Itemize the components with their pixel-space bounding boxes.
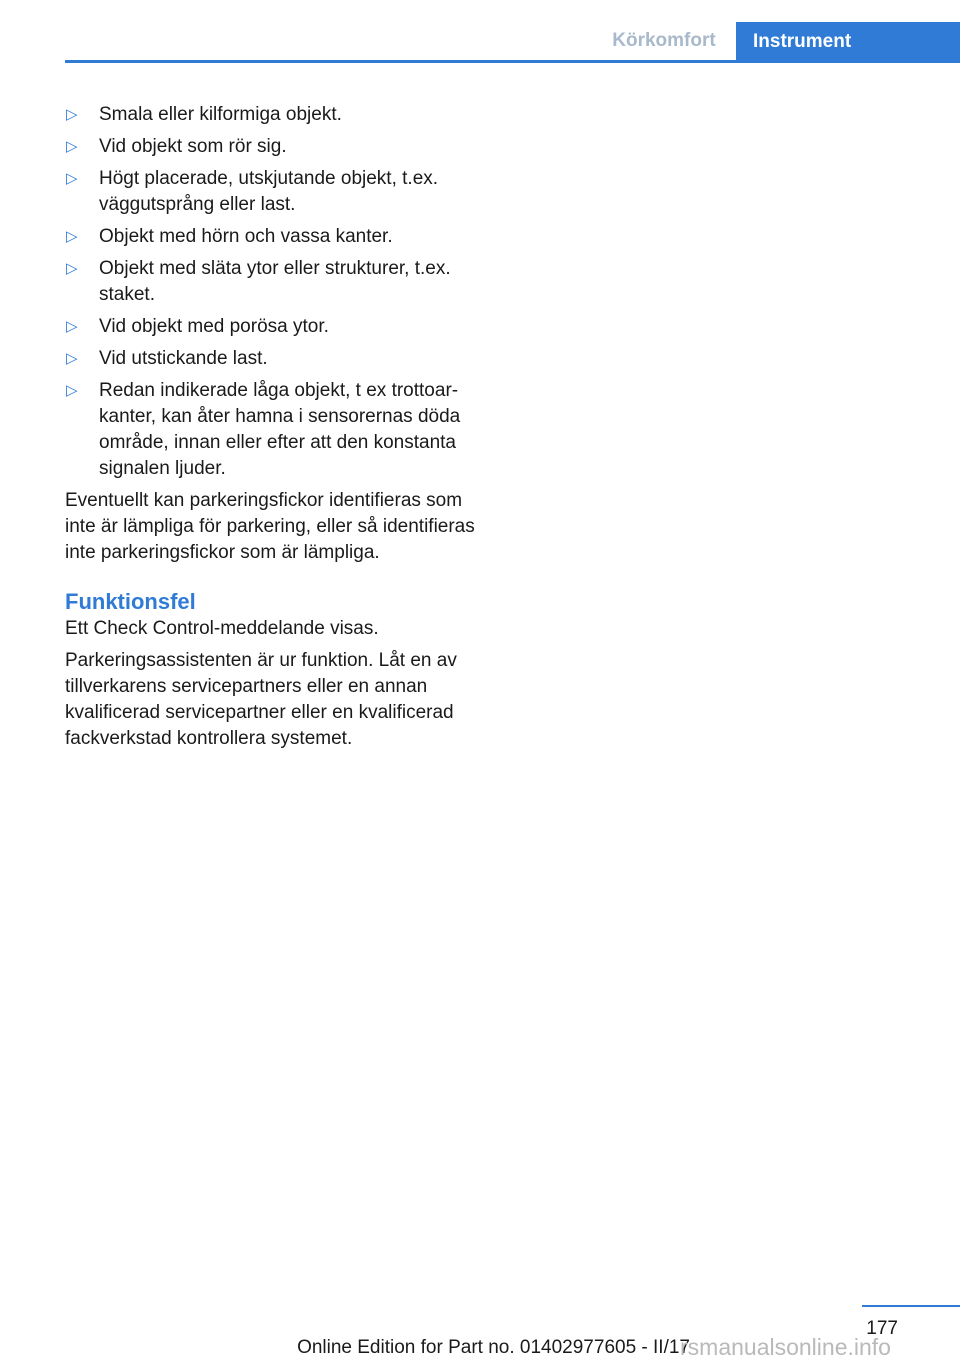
triangle-bullet-icon: ▷ <box>66 138 78 155</box>
footer-watermark: rsmanualsonline.info <box>680 1334 891 1360</box>
list-item-text: Redan indikerade låga objekt, t ex trottoarkanter, kan åter hamna i sensorernas döda område, innan eller efter att den konstanta signalen ljuder. <box>99 380 461 479</box>
header-tab-instrument: Instrument <box>736 22 960 62</box>
page-content <box>65 102 485 758</box>
page-number: 177 <box>866 1318 898 1339</box>
service-paragraph: Parkeringsassistenten är ur funktion. Låt en av tillverkarens servicepartners eller en annan kvalificerad servicepartner eller en kvalificerad fackverkstad kontrollera systemet. <box>65 650 457 749</box>
section-heading-funktionsfel: Funktionsfel <box>65 589 196 614</box>
limitations-list <box>65 102 485 482</box>
list-item-text: Vid utstickande last. <box>99 348 268 369</box>
list-item-text: Vid objekt som rör sig. <box>99 136 287 157</box>
header-tab-korkomfort: Körkomfort <box>612 30 716 51</box>
list-item <box>65 102 485 128</box>
list-item-text: Objekt med hörn och vassa kanter. <box>99 226 393 247</box>
list-item <box>65 134 485 160</box>
triangle-bullet-icon: ▷ <box>66 350 78 367</box>
list-item <box>65 314 485 340</box>
triangle-bullet-icon: ▷ <box>66 382 78 399</box>
list-item <box>65 346 485 372</box>
list-item-text: Högt placerade, utskjutande objekt, t.ex. väggutsprång eller last. <box>99 168 439 215</box>
list-item <box>65 224 485 250</box>
triangle-bullet-icon: ▷ <box>66 106 78 123</box>
list-item-text: Vid objekt med porösa ytor. <box>99 316 329 337</box>
triangle-bullet-icon: ▷ <box>66 228 78 245</box>
triangle-bullet-icon: ▷ <box>66 318 78 335</box>
footer-edition-text: Online Edition for Part no. 01402977605 - II/17 <box>297 1337 690 1358</box>
list-item-text: Smala eller kilformiga objekt. <box>99 104 342 125</box>
list-item <box>65 166 485 218</box>
list-item-text: Objekt med släta ytor eller strukturer, t.ex. staket. <box>99 258 451 305</box>
footer-rule <box>862 1305 960 1307</box>
header-rule <box>65 60 960 63</box>
list-item <box>65 378 485 482</box>
parking-spaces-paragraph: Eventuellt kan parkeringsfickor identifieras som inte är lämpliga för parkering, eller så identifieras inte parkeringsfickor som är lämpliga. <box>65 490 475 563</box>
triangle-bullet-icon: ▷ <box>66 170 78 187</box>
check-control-paragraph: Ett Check Control-meddelande visas. <box>65 618 379 639</box>
list-item <box>65 256 485 308</box>
triangle-bullet-icon: ▷ <box>66 260 78 277</box>
